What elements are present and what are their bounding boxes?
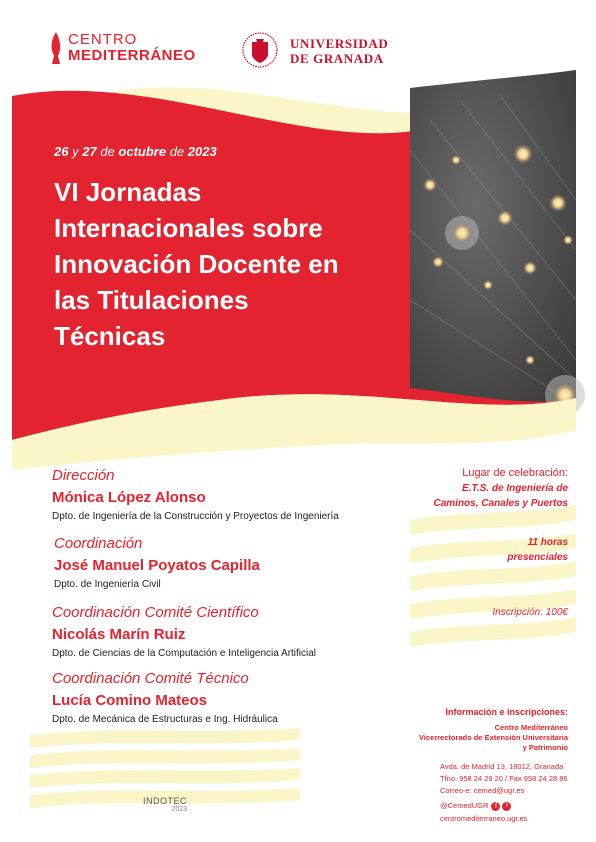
ugr-line-2: DE GRANADA xyxy=(290,51,384,66)
contact-heading: Información e inscripciones: xyxy=(445,707,568,717)
organizer-block-coordinacion xyxy=(54,535,260,591)
contact-email[interactable]: Correo-e: cemed@ugr.es xyxy=(440,786,525,795)
cm-line-2: MEDITERRÁNEO xyxy=(68,47,196,64)
organizer-role: Dirección xyxy=(52,467,115,484)
organizer-block-direccion xyxy=(52,467,339,523)
title-line: Internacionales sobre xyxy=(54,213,323,243)
hours-line: presenciales xyxy=(507,552,568,563)
hours-block xyxy=(507,535,568,565)
contact-org: Centro Mediterráneo xyxy=(494,723,568,732)
facebook-icon[interactable]: f xyxy=(491,802,500,811)
venue-block xyxy=(434,467,569,511)
venue-line: E.T.S. de Ingeniería de xyxy=(462,483,568,494)
contact-details xyxy=(440,762,568,824)
social-handle[interactable]: @CemedUGR xyxy=(440,801,489,810)
organizer-dept: Dpto. de Ingeniería de la Construcción y Proyectos de Ingeniería xyxy=(52,511,339,522)
contact-address: Avda. de Madrid 13, 18012, Granada xyxy=(440,762,564,771)
organizer-dept: Dpto. de Ciencias de la Computación e Inteligencia Artificial xyxy=(52,648,317,659)
title-line: VI Jornadas xyxy=(54,177,202,207)
contact-block xyxy=(419,707,568,753)
hours-line: 11 horas xyxy=(527,537,568,548)
organizer-dept: Dpto. de Ingeniería Civil xyxy=(54,579,161,590)
centro-mediterraneo-logo xyxy=(50,32,196,64)
cm-line-1: CENTRO xyxy=(68,31,138,48)
title-line: Técnicas xyxy=(54,321,166,351)
ugr-logo xyxy=(242,30,389,75)
event-date: 26 y 27 de octubre de 2023 xyxy=(54,144,217,159)
registration-fee: Inscripción: 100€ xyxy=(492,607,568,618)
venue-label: Lugar de celebración: xyxy=(462,467,568,479)
twitter-icon[interactable]: t xyxy=(502,802,511,811)
indotec-logo xyxy=(143,796,187,813)
fee-block xyxy=(492,605,568,620)
contact-phone: Tfno. 958 24 29 20 / Fax 958 24 28 86 xyxy=(440,774,568,783)
flame-icon xyxy=(48,32,64,64)
organizer-name: Lucía Comino Mateos xyxy=(52,692,208,709)
cream-stripes-right xyxy=(410,505,576,647)
photo-panel xyxy=(410,70,585,415)
organizer-name: Nicolás Marín Ruiz xyxy=(52,626,186,643)
organizer-role: Coordinación Comité Científico xyxy=(52,604,259,621)
ugr-crest-icon xyxy=(242,30,278,70)
venue-line: Caminos, Canales y Puertos xyxy=(433,498,568,509)
indotec-line-1: INDOTEC xyxy=(143,796,187,806)
organizer-role: Coordinación xyxy=(54,535,143,552)
social-row xyxy=(440,801,568,811)
title-line: las Titulaciones xyxy=(54,285,249,315)
indotec-line-2: 2023 xyxy=(171,806,187,813)
organizer-name: José Manuel Poyatos Capilla xyxy=(54,557,260,574)
organizer-name: Mónica López Alonso xyxy=(52,489,206,506)
title-line: Innovación Docente en xyxy=(54,249,339,279)
organizer-role: Coordinación Comité Técnico xyxy=(52,670,249,687)
contact-website[interactable]: centromediterraneo.ugr.es xyxy=(440,814,528,823)
contact-org: Vicerrectorado de Extensión Universitaria xyxy=(418,733,568,742)
contact-org: y Patrimonio xyxy=(522,743,568,752)
organizer-dept: Dpto. de Mecánica de Estructuras e Ing. Hidráulica xyxy=(52,714,278,725)
ugr-line-1: UNIVERSIDAD xyxy=(290,36,389,51)
organizer-block-cientifico xyxy=(52,604,316,660)
organizer-block-tecnico xyxy=(52,670,278,726)
event-title xyxy=(54,174,399,354)
